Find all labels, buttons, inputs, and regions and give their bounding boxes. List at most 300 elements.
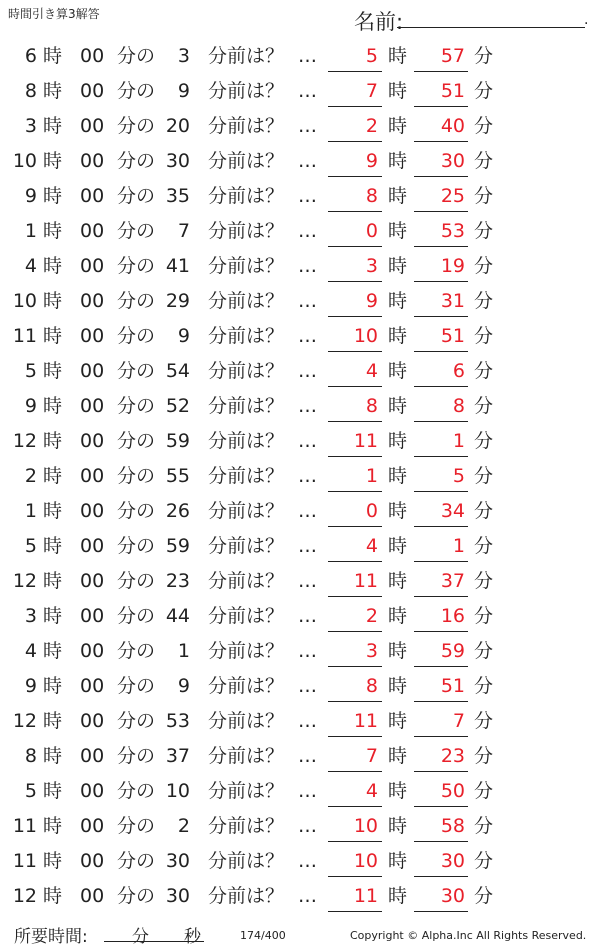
answer-hour: 8 — [365, 675, 378, 697]
answer-hour: 2 — [365, 115, 378, 137]
answer-hour-label: 時 — [388, 500, 408, 522]
minute-zero: 00 — [80, 325, 105, 347]
problem-row — [0, 425, 600, 460]
minute-zero: 00 — [80, 605, 105, 627]
answer-hour-line[interactable] — [328, 701, 382, 702]
answer-hour-line[interactable] — [328, 351, 382, 352]
answer-minute-label: 分 — [474, 185, 494, 207]
minute-of-label: 分の — [117, 675, 156, 697]
problem-minutes-before: 54 — [165, 360, 190, 382]
minutes-before-label: 分前は？ — [208, 395, 285, 417]
answer-hour-line[interactable] — [328, 771, 382, 772]
answer-hour-line[interactable] — [328, 246, 382, 247]
minute-zero: 00 — [80, 570, 105, 592]
answer-minute: 1 — [452, 430, 465, 452]
problem-hour: 11 — [12, 850, 37, 872]
ellipsis: … — [298, 360, 317, 382]
hour-label: 時 — [43, 360, 63, 382]
answer-minute-label: 分 — [474, 45, 494, 67]
answer-minute: 30 — [440, 150, 465, 172]
problem-hour: 10 — [12, 290, 37, 312]
answer-minute: 40 — [440, 115, 465, 137]
answer-minute-label: 分 — [474, 325, 494, 347]
answer-hour-line[interactable] — [328, 176, 382, 177]
problem-row — [0, 670, 600, 705]
minute-zero: 00 — [80, 640, 105, 662]
minute-of-label: 分の — [117, 185, 156, 207]
required-time-label: 所要時間: — [14, 927, 88, 947]
answer-minute-line[interactable] — [414, 701, 468, 702]
answer-hour-label: 時 — [388, 710, 408, 732]
hour-label: 時 — [43, 605, 63, 627]
answer-hour: 1 — [365, 465, 378, 487]
minutes-before-label: 分前は？ — [208, 430, 285, 452]
answer-hour: 11 — [353, 430, 378, 452]
problem-row — [0, 110, 600, 145]
answer-minute: 6 — [452, 360, 465, 382]
answer-minute-label: 分 — [474, 850, 494, 872]
answer-minute-line[interactable] — [414, 351, 468, 352]
problem-row — [0, 40, 600, 75]
answer-minute: 37 — [440, 570, 465, 592]
minute-of-label: 分の — [117, 150, 156, 172]
answer-minute: 53 — [440, 220, 465, 242]
answer-hour-line[interactable] — [328, 316, 382, 317]
answer-hour: 0 — [365, 220, 378, 242]
hour-label: 時 — [43, 780, 63, 802]
ellipsis: … — [298, 80, 317, 102]
problem-minutes-before: 9 — [177, 675, 190, 697]
minutes-before-label: 分前は？ — [208, 360, 285, 382]
ellipsis: … — [298, 45, 317, 67]
answer-minute-line[interactable] — [414, 911, 468, 912]
minute-of-label: 分の — [117, 80, 156, 102]
problem-row — [0, 705, 600, 740]
minute-zero: 00 — [80, 150, 105, 172]
problem-row — [0, 495, 600, 530]
answer-minute-line[interactable] — [414, 281, 468, 282]
answer-minute: 8 — [452, 395, 465, 417]
answer-minute-label: 分 — [474, 710, 494, 732]
minutes-before-label: 分前は？ — [208, 885, 285, 907]
answer-minute-label: 分 — [474, 150, 494, 172]
problem-minutes-before: 52 — [165, 395, 190, 417]
ellipsis: … — [298, 745, 317, 767]
problem-row — [0, 810, 600, 845]
minute-zero: 00 — [80, 500, 105, 522]
answer-minute-label: 分 — [474, 290, 494, 312]
answer-hour-line[interactable] — [328, 281, 382, 282]
answer-hour-label: 時 — [388, 360, 408, 382]
answer-hour-line[interactable] — [328, 141, 382, 142]
ellipsis: … — [298, 255, 317, 277]
ellipsis: … — [298, 500, 317, 522]
problem-row — [0, 530, 600, 565]
answer-hour-line[interactable] — [328, 666, 382, 667]
problem-minutes-before: 41 — [165, 255, 190, 277]
hour-label: 時 — [43, 465, 63, 487]
hour-label: 時 — [43, 815, 63, 837]
name-field-line[interactable] — [397, 27, 585, 28]
hour-label: 時 — [43, 150, 63, 172]
answer-minute: 31 — [440, 290, 465, 312]
problem-row — [0, 390, 600, 425]
minutes-before-label: 分前は？ — [208, 710, 285, 732]
hour-label: 時 — [43, 745, 63, 767]
problem-minutes-before: 23 — [165, 570, 190, 592]
minutes-before-label: 分前は？ — [208, 185, 285, 207]
problem-hour: 12 — [12, 885, 37, 907]
problem-minutes-before: 59 — [165, 535, 190, 557]
answer-hour: 3 — [365, 255, 378, 277]
answer-minute-line[interactable] — [414, 561, 468, 562]
answer-minute-line[interactable] — [414, 526, 468, 527]
hour-label: 時 — [43, 115, 63, 137]
problem-row — [0, 250, 600, 285]
answer-hour: 10 — [353, 850, 378, 872]
problem-minutes-before: 30 — [165, 150, 190, 172]
minute-zero: 00 — [80, 780, 105, 802]
minute-of-label: 分の — [117, 535, 156, 557]
answer-hour: 9 — [365, 290, 378, 312]
answer-minute-line[interactable] — [414, 211, 468, 212]
answer-hour-line[interactable] — [328, 526, 382, 527]
answer-minute-label: 分 — [474, 535, 494, 557]
problem-row — [0, 75, 600, 110]
problem-row — [0, 215, 600, 250]
minute-zero: 00 — [80, 80, 105, 102]
minutes-before-label: 分前は？ — [208, 45, 285, 67]
ellipsis: … — [298, 605, 317, 627]
answer-minute-line[interactable] — [414, 876, 468, 877]
answer-hour: 11 — [353, 710, 378, 732]
answer-minute-line[interactable] — [414, 246, 468, 247]
problem-hour: 8 — [24, 745, 37, 767]
problem-minutes-before: 3 — [177, 45, 190, 67]
problem-minutes-before: 30 — [165, 850, 190, 872]
problem-minutes-before: 35 — [165, 185, 190, 207]
answer-minute-label: 分 — [474, 115, 494, 137]
minute-zero: 00 — [80, 850, 105, 872]
problem-hour: 5 — [24, 535, 37, 557]
problem-minutes-before: 30 — [165, 885, 190, 907]
minutes-before-label: 分前は？ — [208, 465, 285, 487]
problem-hour: 5 — [24, 360, 37, 382]
problem-minutes-before: 2 — [177, 815, 190, 837]
minutes-before-label: 分前は？ — [208, 255, 285, 277]
problem-hour: 2 — [24, 465, 37, 487]
minute-zero: 00 — [80, 710, 105, 732]
minute-zero: 00 — [80, 815, 105, 837]
answer-minute-label: 分 — [474, 815, 494, 837]
answer-minute: 30 — [440, 885, 465, 907]
minute-of-label: 分の — [117, 395, 156, 417]
minute-of-label: 分の — [117, 850, 156, 872]
hour-label: 時 — [43, 395, 63, 417]
minute-of-label: 分の — [117, 570, 156, 592]
hour-label: 時 — [43, 80, 63, 102]
minute-of-label: 分の — [117, 290, 156, 312]
minute-of-label: 分の — [117, 780, 156, 802]
answer-hour-label: 時 — [388, 605, 408, 627]
required-time-second-unit: 秒 — [184, 927, 201, 947]
minutes-before-label: 分前は？ — [208, 850, 285, 872]
problem-minutes-before: 37 — [165, 745, 190, 767]
answer-minute-label: 分 — [474, 220, 494, 242]
answer-minute-label: 分 — [474, 500, 494, 522]
minute-of-label: 分の — [117, 605, 156, 627]
minute-zero: 00 — [80, 185, 105, 207]
answer-minute: 58 — [440, 815, 465, 837]
answer-hour: 4 — [365, 360, 378, 382]
ellipsis: … — [298, 885, 317, 907]
answer-hour-label: 時 — [388, 850, 408, 872]
answer-hour-label: 時 — [388, 115, 408, 137]
answer-hour-label: 時 — [388, 430, 408, 452]
answer-hour-line[interactable] — [328, 561, 382, 562]
minute-of-label: 分の — [117, 710, 156, 732]
minute-of-label: 分の — [117, 255, 156, 277]
answer-hour-line[interactable] — [328, 841, 382, 842]
answer-hour-label: 時 — [388, 535, 408, 557]
problem-minutes-before: 29 — [165, 290, 190, 312]
problem-minutes-before: 9 — [177, 80, 190, 102]
problem-row — [0, 635, 600, 670]
answer-hour-line[interactable] — [328, 106, 382, 107]
ellipsis: … — [298, 325, 317, 347]
problem-hour: 9 — [24, 185, 37, 207]
answer-minute: 16 — [440, 605, 465, 627]
answer-minute-line[interactable] — [414, 386, 468, 387]
minute-of-label: 分の — [117, 465, 156, 487]
ellipsis: … — [298, 290, 317, 312]
answer-hour: 7 — [365, 80, 378, 102]
answer-hour-line[interactable] — [328, 386, 382, 387]
answer-minute-label: 分 — [474, 255, 494, 277]
answer-minute-line[interactable] — [414, 491, 468, 492]
minutes-before-label: 分前は？ — [208, 815, 285, 837]
hour-label: 時 — [43, 535, 63, 557]
ellipsis: … — [298, 710, 317, 732]
ellipsis: … — [298, 850, 317, 872]
problem-hour: 4 — [24, 640, 37, 662]
minute-zero: 00 — [80, 885, 105, 907]
answer-minute: 34 — [440, 500, 465, 522]
answer-hour-line[interactable] — [328, 421, 382, 422]
problem-hour: 1 — [24, 500, 37, 522]
hour-label: 時 — [43, 500, 63, 522]
answer-hour-label: 時 — [388, 80, 408, 102]
problem-hour: 4 — [24, 255, 37, 277]
minute-zero: 00 — [80, 360, 105, 382]
answer-hour: 4 — [365, 780, 378, 802]
problem-minutes-before: 20 — [165, 115, 190, 137]
minute-zero: 00 — [80, 535, 105, 557]
problem-hour: 12 — [12, 430, 37, 452]
minutes-before-label: 分前は？ — [208, 780, 285, 802]
answer-minute: 5 — [452, 465, 465, 487]
answer-minute-line[interactable] — [414, 176, 468, 177]
answer-minute: 7 — [452, 710, 465, 732]
answer-hour-label: 時 — [388, 255, 408, 277]
ellipsis: … — [298, 815, 317, 837]
ellipsis: … — [298, 535, 317, 557]
problem-minutes-before: 9 — [177, 325, 190, 347]
answer-minute-line[interactable] — [414, 666, 468, 667]
problem-row — [0, 565, 600, 600]
problem-minutes-before: 26 — [165, 500, 190, 522]
answer-hour: 11 — [353, 885, 378, 907]
ellipsis: … — [298, 675, 317, 697]
problem-row — [0, 285, 600, 320]
page-number: 174/400 — [240, 929, 286, 942]
answer-hour-label: 時 — [388, 395, 408, 417]
problem-hour: 8 — [24, 80, 37, 102]
answer-hour-label: 時 — [388, 45, 408, 67]
answer-minute-line[interactable] — [414, 631, 468, 632]
minutes-before-label: 分前は？ — [208, 640, 285, 662]
answer-minute-line[interactable] — [414, 421, 468, 422]
ellipsis: … — [298, 185, 317, 207]
answer-hour-line[interactable] — [328, 911, 382, 912]
answer-hour-line[interactable] — [328, 71, 382, 72]
answer-hour: 4 — [365, 535, 378, 557]
hour-label: 時 — [43, 430, 63, 452]
answer-minute: 50 — [440, 780, 465, 802]
problem-minutes-before: 10 — [165, 780, 190, 802]
ellipsis: … — [298, 430, 317, 452]
answer-hour-label: 時 — [388, 150, 408, 172]
problem-minutes-before: 1 — [177, 640, 190, 662]
answer-hour-label: 時 — [388, 185, 408, 207]
answer-minute-line[interactable] — [414, 736, 468, 737]
answer-hour-line[interactable] — [328, 596, 382, 597]
answer-minute-line[interactable] — [414, 771, 468, 772]
answer-minute-label: 分 — [474, 465, 494, 487]
answer-minute-label: 分 — [474, 640, 494, 662]
answer-minute: 1 — [452, 535, 465, 557]
minutes-before-label: 分前は？ — [208, 115, 285, 137]
worksheet-title: 時間引き算3解答 — [8, 7, 100, 21]
problem-row — [0, 320, 600, 355]
problem-hour: 12 — [12, 570, 37, 592]
minutes-before-label: 分前は？ — [208, 80, 285, 102]
minute-of-label: 分の — [117, 430, 156, 452]
problem-minutes-before: 59 — [165, 430, 190, 452]
hour-label: 時 — [43, 220, 63, 242]
answer-minute: 19 — [440, 255, 465, 277]
name-field-end: . — [584, 12, 589, 28]
answer-hour-label: 時 — [388, 885, 408, 907]
answer-minute-line[interactable] — [414, 71, 468, 72]
minute-of-label: 分の — [117, 220, 156, 242]
answer-minute-label: 分 — [474, 780, 494, 802]
answer-hour-line[interactable] — [328, 491, 382, 492]
answer-hour-line[interactable] — [328, 736, 382, 737]
answer-minute: 57 — [440, 45, 465, 67]
answer-hour: 5 — [365, 45, 378, 67]
answer-hour: 7 — [365, 745, 378, 767]
answer-minute: 51 — [440, 80, 465, 102]
ellipsis: … — [298, 395, 317, 417]
answer-minute: 25 — [440, 185, 465, 207]
problem-minutes-before: 53 — [165, 710, 190, 732]
answer-minute: 30 — [440, 850, 465, 872]
minutes-before-label: 分前は？ — [208, 745, 285, 767]
answer-hour-label: 時 — [388, 465, 408, 487]
hour-label: 時 — [43, 885, 63, 907]
answer-minute-line[interactable] — [414, 456, 468, 457]
ellipsis: … — [298, 465, 317, 487]
answer-minute-line[interactable] — [414, 316, 468, 317]
answer-hour: 10 — [353, 815, 378, 837]
problem-hour: 11 — [12, 815, 37, 837]
answer-hour-line[interactable] — [328, 806, 382, 807]
copyright: Copyright © Alpha.Inc All Rights Reserved. — [350, 929, 587, 942]
answer-hour-line[interactable] — [328, 211, 382, 212]
problem-hour: 6 — [24, 45, 37, 67]
hour-label: 時 — [43, 325, 63, 347]
answer-hour: 11 — [353, 570, 378, 592]
answer-hour-line[interactable] — [328, 631, 382, 632]
minute-of-label: 分の — [117, 360, 156, 382]
answer-minute-line[interactable] — [414, 596, 468, 597]
hour-label: 時 — [43, 570, 63, 592]
minutes-before-label: 分前は？ — [208, 535, 285, 557]
minute-zero: 00 — [80, 675, 105, 697]
answer-minute-line[interactable] — [414, 106, 468, 107]
answer-hour-label: 時 — [388, 675, 408, 697]
answer-hour-label: 時 — [388, 290, 408, 312]
minute-zero: 00 — [80, 290, 105, 312]
answer-minute-line[interactable] — [414, 841, 468, 842]
answer-hour: 3 — [365, 640, 378, 662]
answer-minute-label: 分 — [474, 885, 494, 907]
answer-minute-label: 分 — [474, 80, 494, 102]
ellipsis: … — [298, 780, 317, 802]
answer-minute: 51 — [440, 325, 465, 347]
minute-zero: 00 — [80, 465, 105, 487]
problem-row — [0, 355, 600, 390]
answer-hour-line[interactable] — [328, 876, 382, 877]
hour-label: 時 — [43, 850, 63, 872]
problem-row — [0, 180, 600, 215]
answer-hour-line[interactable] — [328, 456, 382, 457]
ellipsis: … — [298, 220, 317, 242]
answer-hour: 10 — [353, 325, 378, 347]
minute-of-label: 分の — [117, 885, 156, 907]
minute-of-label: 分の — [117, 500, 156, 522]
minutes-before-label: 分前は？ — [208, 675, 285, 697]
minute-zero: 00 — [80, 745, 105, 767]
minutes-before-label: 分前は？ — [208, 570, 285, 592]
minutes-before-label: 分前は？ — [208, 325, 285, 347]
hour-label: 時 — [43, 45, 63, 67]
hour-label: 時 — [43, 675, 63, 697]
answer-hour: 9 — [365, 150, 378, 172]
minutes-before-label: 分前は？ — [208, 500, 285, 522]
problem-row — [0, 740, 600, 775]
answer-minute: 59 — [440, 640, 465, 662]
problem-minutes-before: 44 — [165, 605, 190, 627]
answer-minute-line[interactable] — [414, 141, 468, 142]
problem-row — [0, 600, 600, 635]
answer-minute-label: 分 — [474, 430, 494, 452]
problem-hour: 5 — [24, 780, 37, 802]
problem-row — [0, 460, 600, 495]
answer-minute-line[interactable] — [414, 806, 468, 807]
name-label: 名前: — [354, 10, 404, 34]
